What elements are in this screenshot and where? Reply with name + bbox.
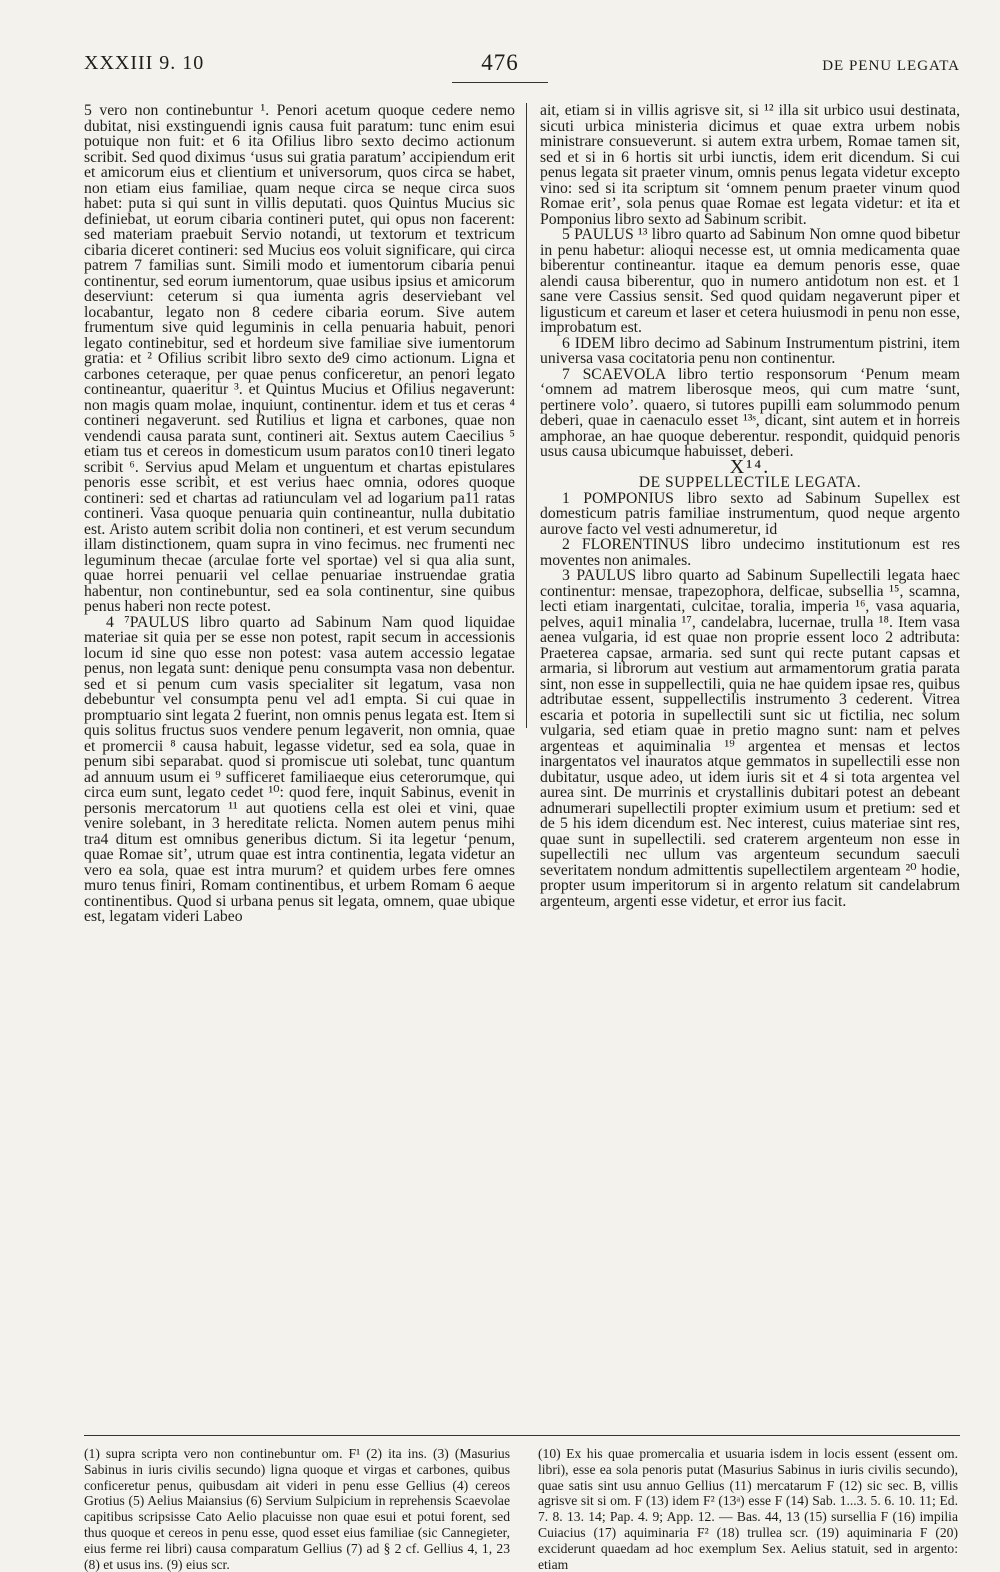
left-column [84, 103, 515, 925]
section-title: DE SUPPELLECTILE LEGATA. [638, 474, 862, 491]
footnote-text: (10) Ex his quae promercalia et usuaria isdem in locis essent (essent om. libri), esse ea sola penoris putat (Masurius Sabinus in iuris civilis secundo), quae satis sint usu annuo Gellius (11) mercatarum F (12) sic sec. B, villis agrisve sit si om. F (13) idem F² (13ᵃ) esse F (14) Sab. 1...3. 5. 6. 10. 11; Ed. 7. 8. 13. 14; Pap. 4. 9; App. 12. — Bas. 44, 13 (15) sursellia F (16) impilia Cuiacius (17) aquiminaria F² (18) trullea scr. (19) aquiminaria F (20) exciderunt quaedam ad hoc exemplum Sex. Aelius statuit, sed in argento: etiam [538, 1446, 958, 1572]
page-number: 476 [481, 50, 519, 75]
paragraph: 2 FLORENTINUS libro undecimo institutionum est res moventes non animales. [540, 536, 960, 569]
paragraph: 5 PAULUS ¹³ libro quarto ad Sabinum Non omne quod bibetur in penu habetur: alioqui necesse est, ut omnia medicamenta quae biberentur contineantur. itaque ea demum penoris esse, quae alendi causa biberentur, quo in numero antidotum non est. et 1 sane vere Cassius sensit. Sed quod quidam negaverunt piper et ligusticum et careum et laser et cetera huiusmodi in penu non esse, improbatum est. [540, 226, 960, 336]
paragraph: 6 IDEM libro decimo ad Sabinum Instrumentum pistrini, item universa vasa cocitatoria penu non continentur. [540, 334, 960, 367]
section-number: X¹⁴. [729, 455, 771, 478]
header-rule [452, 82, 548, 83]
paragraph: 7 SCAEVOLA libro tertio responsorum ‘Penum meam ‘omnem ad matrem liberosque meos, qui cum matre ‘sunt, pertinere volo’. quaero, si tutores pupilli eam solummodo penum deberi, quae in caenaculo esset ¹³ˢ, dicant, sint autem et in horreis amphorae, an hae quoque deberentur. respondit, quidquid penoris usus causa ubicumque habuisset, deberi. [540, 365, 960, 460]
paragraph: 5 vero non continebuntur ¹. Penori acetum quoque cedere nemo dubitat, nisi exstinguendi ignis causa fuit paratum: tunc enim esui potuique non fuit: et 6 ita Ofilius libro sexto decimo actionum scribit. Sed quod diximus ‘usus sui gratia paratum’ accipiendum erit et amicorum eius et clientium et universorum, quos circa se habet, non etiam eius familiae, quam neque circa se neque circa suos habet: puta si qui sunt in villis deputati. quos Quintus Mucius sic definiebat, ut eorum cibaria contineri putet, qui opus non facerent: sed materiam praebuit Servio notandi, ut textorum et textricum cibaria diceret contineri: sed Mucius eos voluit significare, qui circa patrem 7 familias sunt. Simili modo et iumentorum cibaria penui continentur, sed eorum iumentorum, quae usibus ipsius et amicorum deserviunt: ceterum si qua iumenta agris deserviebant vel locabantur, legato non 8 cedere cibaria eorum. Sive autem frumentum sive quid leguminis in cella penuaria habuit, penori legato continebitur, sed et hordeum sive familiae sive iumentorum gratia: et ² Ofilius scribit libro sexto de9 cimo actionum. Ligna et carbones ceteraque, per quae penus conficeretur, an penori legato contineantur, quaeritur ³. et Quintus Mucius et Ofilius negaverunt: non magis quam molae, inquiunt, continentur. idem et tus et ceras ⁴ contineri negaverunt. sed Rutilius et ligna et carbones, quae non vendendi causa parata sunt, contineri ait. Sextus autem Caecilius ⁵ etiam tus et cereos in domesticum usum paratos con10 tineri legato scribit ⁶. Servius apud Melam et unguentum et chartas epistulares penoris esse scribit, et est verius haec omnia, odores quoque contineri: sed et chartas ad ratiunculam vel ad logarium pa11 ratas contineri. Vasa quoque penuaria quin contineantur, nulla dubitatio est. Aristo autem scribit dolia non contineri, et est verum secundum illam distinctionem, quam supra in vino fecimus. nec frumenti nec leguminum thecae (arculae forte vel sportae) vel si qua alia sunt, quae horrei penuarii vel cellae penuariae instruendae gratia habentur, non continebuntur, sed ea sola continentur, sine quibus penus haberi non recte potest. [84, 102, 515, 615]
paragraph: ait, etiam si in villis agrisve sit, si ¹² illa sit urbico usui destinata, sicuti urbica ministeria dicimus et quae extra urbem nobis ministrare consueverunt. si autem extra urbem, Romae tamen sit, sed et si in 6 hortis sit urbi iunctis, idem erit dicendum. Si cui penus legata sit praeter vinum, omnis penus legata videtur excepto vino: sed si ita scriptum sit ‘omnem penum praeter vinum quod Romae erit’, sola penus quae Romae est legata videtur: et ita et Pomponius libro sexto ad Sabinum scribit. [540, 102, 960, 228]
right-column [540, 103, 960, 909]
footnote-text: (1) supra scripta vero non continebuntur om. F¹ (2) ita ins. (3) (Masurius Sabinus in iuris civilis secundo) ligna quoque et virgas et carbones, quibus conficeretur penus, quibusdam ait videri in penu esse Gellius (4) cereos Grotius (5) Aelius Maiansius (6) Servium Sulpicium in reprehensis Scaevolae capitibus scripsisse Cato Aelio placuisse non quae esui et potui forent, sed thus quoque et cereos in penu esse, quod esset eius familiae (sic Cannegieter, eius ferme rei libri) causa comparatum Gellius (7) ad § 2 cf. Gellius 4, 1, 23 (8) et usus ins. (9) eius scr. [84, 1446, 510, 1572]
paragraph: 4 ⁷PAULUS libro quarto ad Sabinum Nam quod liquidae materiae sit quia per se esse non potest, rapit secum in accessionis locum id sine quo esse non potest: vasa autem accessio legatae penus, non legata sunt: denique penu consumpta vasa non debentur. sed et si penum cum vasis specialiter sit legatum, vasa non debebuntur vel consumpta penu vel ad1 empta. Si cui quae in promptuario sint legata 2 fuerint, non omnis penus legata est. Item si quis solitus fructus suos vendere penum legaverit, non omnia, quae et promercii ⁸ causa habuit, legasse videtur, sed ea sola, quae in penum sibi separabat. quod si promiscue uti solebat, tunc quantum ad annuum usum ei ⁹ sufficeret familiaeque eius ceterorumque, qui circa eum sunt, legato cedet ¹⁰: quod fere, inquit Sabinus, evenit in personis mercatorum ¹¹ aut quotiens cella est olei et vini, quae venire solebant, in 3 hereditate relicta. Nomen autem penus mihi tra4 ditum est omnibus generibus dictum. Si ita legetur ‘penum, quae Romae sit’, utrum quae est intra continentia, legata videtur an vero ea sola, quae est intra murum? et quidem urbes fere omnes muro tenus finiri, Romam continentibus, et urbem Romam 6 aeque continentibus. Quod si urbana penus sit legata, omnem, quae ubique est, legatam videri Labeo [84, 613, 515, 925]
header-left: XXXIII 9. 10 [84, 52, 205, 74]
paragraph: 1 POMPONIUS libro sexto ad Sabinum Supellex est domesticum patris familiae instrumentum, quod neque argento aurove facto vel vesti adnumeretur, id [540, 489, 960, 538]
paragraph: 3 PAULUS libro quarto ad Sabinum Supellectili legata haec continentur: mensae, trapezophora, delficae, subsellia ¹⁵, scamna, lecti etiam inargentati, culcitae, toralia, imperia ¹⁶, vasa aquaria, pelves, aqui1 minalia ¹⁷, candelabra, lucernae, trulla ¹⁸. Item vasa aenea vulgaria, id est quae non proprie essent loco 2 adtributa: Praeterea capsae, armaria. sed sunt qui recte putant capsas et armaria, si librorum aut vestium aut armamentorum gratia parata sint, non esse in suppellectili, quia ne hae quidem ipsae res, quibus adtributae essent, suppellectilis instrumento 3 cederent. Vitrea escaria et potoria in supellectili sunt sic ut fictilia, nec solum vulgaria, sed etiam quae in pretio magno sunt: nam et pelves argenteas et aquiminalia ¹⁹ argentea et mensas et lectos inargentatos vel inauratos atque gemmatos in supellectili esse non dubitatur, usque adeo, ut idem iuris sit et 4 si tota argentea vel aurea sint. De murrinis et crystallinis dubitari potest an debeant adnumerari supellectili propter eximium usum et pretium: sed et de 5 his idem dicendum est. Nec interest, cuius materiae sint res, quae sunt in supellectili. sed craterem argenteum non esse in supellectili nec ullum vas argenteum secundum saeculi severitatem nondum admittentis supellectilem argenteam ²⁰ hodie, propter usum imperitorum si in argento relatum sit candelabrum argenteum, argenti esse videtur, et error ius facit. [540, 567, 960, 910]
footnote-rule [84, 1435, 960, 1436]
column-divider [526, 103, 527, 728]
footnotes-right [538, 1446, 958, 1572]
footnotes-left [84, 1446, 510, 1572]
header-right: DE PENU LEGATA [822, 58, 960, 74]
